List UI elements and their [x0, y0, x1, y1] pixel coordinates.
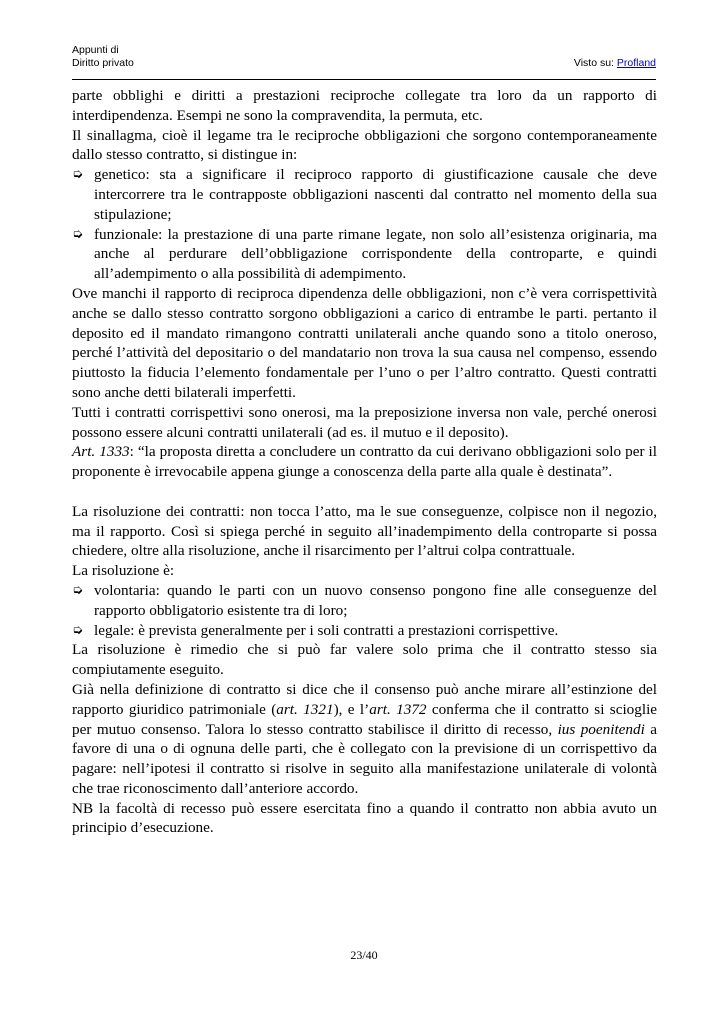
recesso-text-c: conferma che il contratto si scioglie per mutuo consenso. Talora lo stesso contratto stabilisce il diritto di recesso, — [72, 700, 658, 738]
header-divider — [72, 79, 656, 80]
recesso-text-a: Già nella definizione di contratto si dice che il consenso può anche mirare all’estinzione del rapporto giuridico patrimoniale ( — [72, 680, 657, 718]
paragraph-spacer — [72, 482, 657, 502]
paragraph-corrispettivita: Ove manchi il rapporto di reciproca dipendenza delle obbligazioni, non c’è vera corrispettività anche se dallo stesso contratto sorgono obbligazioni a carico di entrambe le parti. pertanto il deposito ed il mandato rimangono contratti unilaterali anche quando sono a titolo oneroso, perché l’attività del depositario o del mandatario non trova la sua causa nel compenso, essendo piuttosto la fiducia l’elemento fondamentale per l’uno o per l’altro contratto. Questi contratti sono anche detti bilaterali imperfetti. — [72, 284, 657, 401]
bullet-volontaria-text: volontaria: quando le parti con un nuovo consenso pongono fine alle conseguenze del rapporto obbligatorio esistente tra di loro; — [94, 581, 657, 619]
paragraph-rimedio: La risoluzione è rimedio che si può far valere solo prima che il contratto stesso sia compiutamente eseguito. — [72, 641, 657, 679]
art-1372-ref: art. 1372 — [369, 700, 427, 718]
document-body — [72, 86, 657, 838]
paragraph-risoluzione-e: La risoluzione è: — [72, 562, 175, 580]
recesso-text-b: ), e l’ — [333, 700, 370, 718]
recesso-text-d: a favore di una o di ognuna delle parti, che è collegato con la previsione di un corrispettivo da pagare: nell’ipotesi il contratto si risolve in seguito alla manifestazione unilaterale di volontà che trae riconoscimento dall’anteriore accordo. — [72, 720, 657, 797]
ius-poenitendi-term: ius poenitendi — [557, 720, 645, 738]
bullet-volontaria — [72, 581, 657, 621]
paragraph-onerosi: Tutti i contratti corrispettivi sono onerosi, ma la preposizione inversa non vale, perché onerosi possono essere alcuni contratti unilaterali (ad es. il mutuo e il deposito). — [72, 403, 657, 441]
arrow-bullet-icon: ➭ — [72, 167, 83, 183]
bullet-genetico — [72, 165, 657, 224]
paragraph-sinallagma: Il sinallagma, cioè il legame tra le reciproche obbligazioni che sorgono contemporaneamente dallo stesso contratto, si distingue in: — [72, 126, 657, 164]
bullet-legale — [72, 621, 657, 641]
art-1333-text: : “la proposta diretta a concludere un contratto da cui derivano obbligazioni solo per il proponente è irrevocabile appena giunge a conoscenza della parte alla quale è destinata”. — [72, 443, 657, 481]
arrow-bullet-icon: ➭ — [72, 226, 83, 242]
paragraph-interdipendenza: parte obblighi e diritti a prestazioni reciproche collegate tra loro da un rapporto di interdipendenza. Esempi ne sono la compravendita, la permuta, etc. — [72, 87, 657, 124]
arrow-bullet-icon: ➭ — [72, 582, 83, 598]
bullet-legale-text: legale: è prevista generalmente per i soli contratti a prestazioni corrispettive. — [94, 621, 559, 639]
page-header — [72, 44, 656, 70]
header-title-line2: Diritto privato — [72, 57, 134, 69]
paragraph-risoluzione: La risoluzione dei contratti: non tocca l’atto, ma le sue conseguenze, colpisce non il negozio, ma il rapporto. Così si spiega perché in seguito all’inadempimento della controparte si possa chiedere, oltre alla risoluzione, anche il risarcimento per l’altrui colpa contrattuale. — [72, 502, 657, 560]
paragraph-recesso — [72, 680, 657, 799]
page-number: 23/40 — [350, 948, 378, 962]
header-source — [574, 57, 656, 70]
arrow-bullet-icon: ➭ — [72, 622, 83, 638]
bullet-funzionale-text: funzionale: la prestazione di una parte rimane legate, non solo all’esistenza originaria, ma anche al perdurare dell’obbligazione corrispondente della controparte, e quindi all’adempimento o alla possibilità di adempimento. — [94, 225, 657, 283]
paragraph-nb: NB la facoltà di recesso può essere esercitata fino a quando il contratto non abbia avuto un principio d’esecuzione. — [72, 799, 657, 837]
art-1321-ref: art. 1321 — [276, 700, 334, 718]
art-1333-ref: Art. 1333 — [72, 443, 130, 461]
header-title-line1: Appunti di — [72, 44, 119, 56]
bullet-genetico-text: genetico: sta a significare il reciproco rapporto di giustificazione causale che deve intercorrere tra le contrapposte obbligazioni nascenti dal contratto nel momento della sua stipulazione; — [94, 166, 657, 223]
profland-link[interactable]: Profland — [616, 57, 656, 69]
paragraph-art-1333 — [72, 442, 657, 482]
header-source-prefix: Visto su: — [573, 57, 617, 69]
bullet-funzionale — [72, 225, 657, 284]
